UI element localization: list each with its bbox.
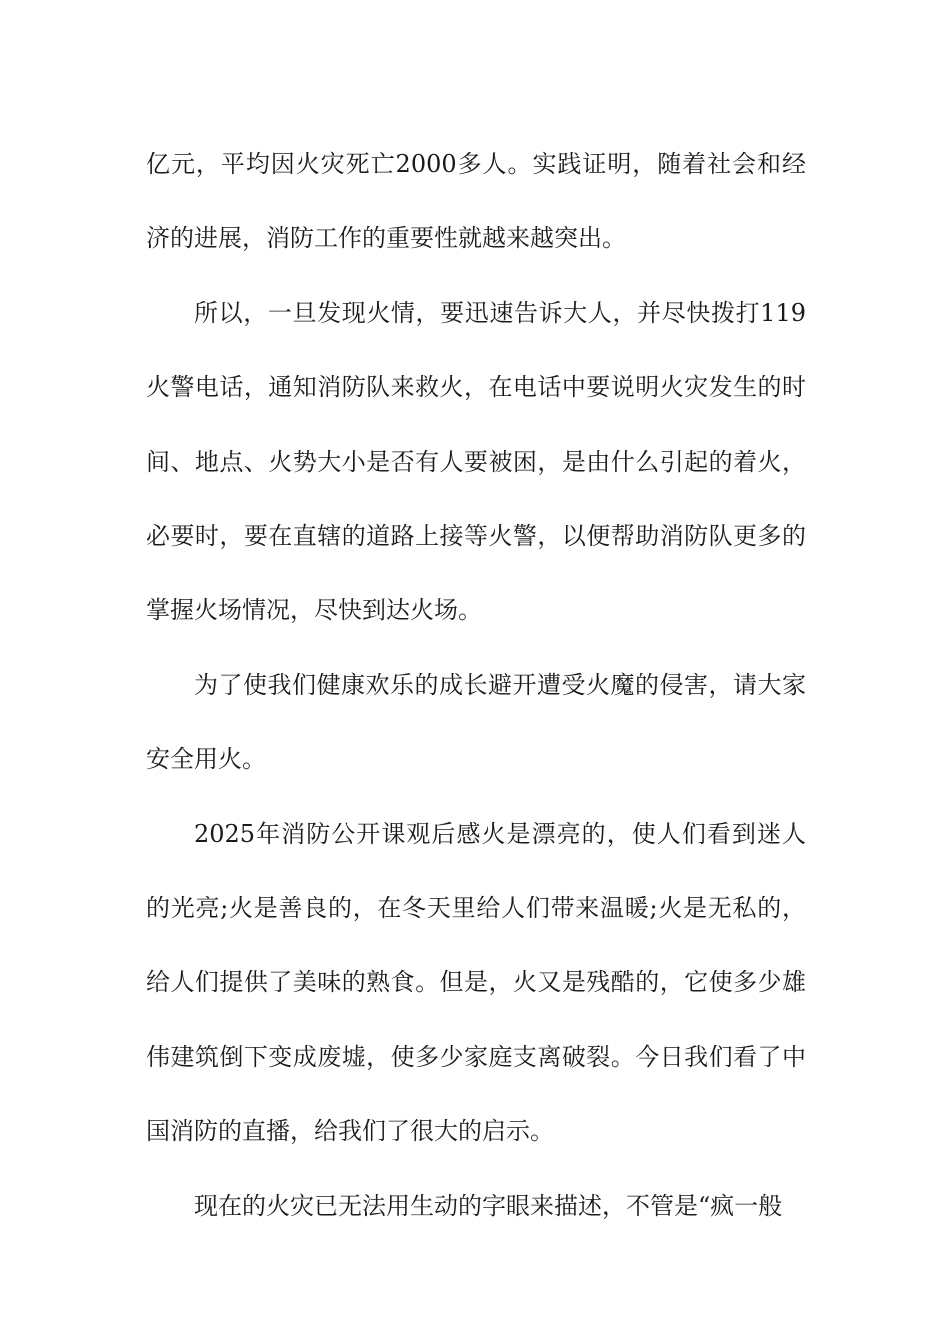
paragraph-1: 亿元，平均因火灾死亡2000多人。实践证明，随着社会和经济的进展，消防工作的重要性就越来越突出。 [146,150,806,253]
document-body [146,127,806,1243]
paragraph-2: 所以，一旦发现火情，要迅速告诉大人，并尽快拨打119火警电话，通知消防队来救火，在电话中要说明火灾发生的时间、地点、火势大小是否有人要被困，是由什么引起的着火，必要时，要在直辖的道路上接等火警，以便帮助消防队更多的掌握火场情况，尽快到达火场。 [146,298,806,625]
paragraph-4: 2025年消防公开课观后感火是漂亮的，使人们看到迷人的光亮;火是善良的，在冬天里给人们带来温暖;火是无私的，给人们提供了美味的熟食。但是，火又是残酷的，它使多少雄伟建筑倒下变成废墟，使多少家庭支离破裂。今日我们看了中国消防的直播，给我们了很大的启示。 [146,819,806,1146]
paragraph-5: 现在的火灾已无法用生动的字眼来描述，不管是“疯一般 [194,1191,783,1220]
paragraph-3: 为了使我们健康欢乐的成长避开遭受火魔的侵害，请大家安全用火。 [146,670,806,774]
